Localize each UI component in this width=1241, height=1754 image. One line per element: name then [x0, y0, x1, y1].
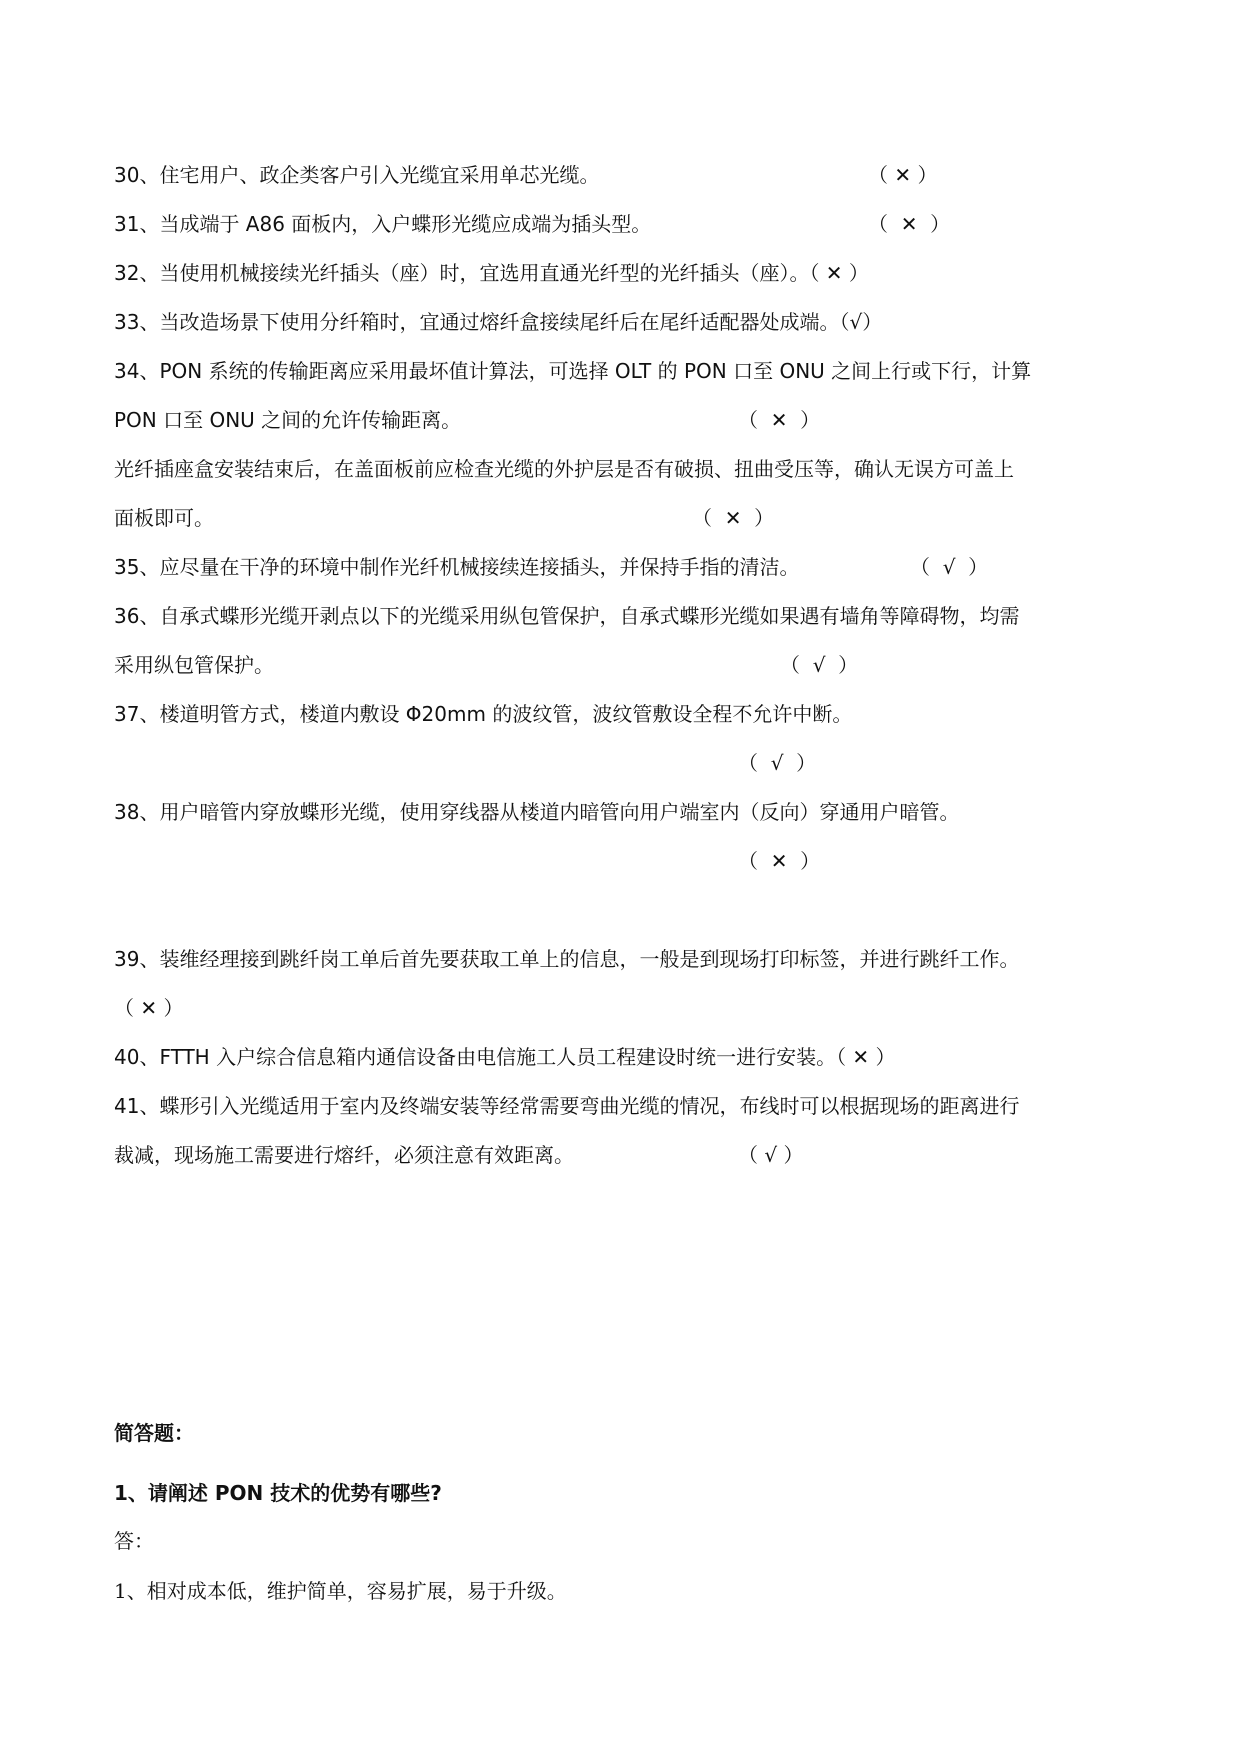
- item-38-answer: （ ✕ ）: [738, 849, 821, 873]
- item-36-line-2: 采用纵包管保护。: [114, 653, 274, 677]
- item-30-answer: （ ✕ ）: [868, 163, 938, 187]
- section-title: 简答题：: [114, 1421, 194, 1445]
- item-34-line-1: 34、PON 系统的传输距离应采用最坏值计算法，可选择 OLT 的 PON 口至 ONU 之间上行或下行，计算: [114, 359, 1032, 383]
- item-30: 30、住宅用户、政企类客户引入光缆宜采用单芯光缆。: [114, 163, 600, 187]
- item-39-answer: （ ✕ ）: [114, 996, 184, 1020]
- item-unnumbered-answer: （ ✕ ）: [692, 506, 775, 530]
- item-39-line-1: 39、装维经理接到跳纤岗工单后首先要获取工单上的信息，一般是到现场打印标签，并进行跳纤工作。: [114, 947, 1020, 971]
- item-32: 32、当使用机械接续光纤插头（座）时，宜选用直通光纤型的光纤插头（座）。（ ✕ ）: [114, 261, 869, 285]
- item-40: 40、FTTH 入户综合信息箱内通信设备由电信施工人员工程建设时统一进行安装。（ ✕ ）: [114, 1045, 896, 1069]
- item-34-answer: （ ✕ ）: [738, 408, 821, 432]
- item-33: 33、当改造场景下使用分纤箱时，宜通过熔纤盒接续尾纤后在尾纤适配器处成端。（√）: [114, 310, 883, 334]
- item-41-line-1: 41、蝶形引入光缆适用于室内及终端安装等经常需要弯曲光缆的情况，布线时可以根据现场的距离进行: [114, 1094, 1020, 1118]
- question-1: 1、请阐述 PON 技术的优势有哪些?: [114, 1481, 442, 1505]
- item-36-answer: （ √ ）: [780, 653, 859, 677]
- item-37: 37、楼道明管方式，楼道内敷设 Φ20mm 的波纹管，波纹管敷设全程不允许中断。: [114, 702, 853, 726]
- item-38: 38、用户暗管内穿放蝶形光缆，使用穿线器从楼道内暗管向用户端室内（反向）穿通用户暗管。: [114, 800, 960, 824]
- answer-label: 答：: [114, 1529, 154, 1553]
- item-31: 31、当成端于 A86 面板内，入户蝶形光缆应成端为插头型。: [114, 212, 652, 236]
- answer-point-1: 1、相对成本低，维护简单，容易扩展，易于升级。: [114, 1579, 567, 1603]
- item-41-answer: （ √ ）: [738, 1143, 804, 1167]
- item-31-answer: （ ✕ ）: [868, 212, 951, 236]
- item-37-answer: （ √ ）: [738, 751, 817, 775]
- item-35-answer: （ √ ）: [910, 555, 989, 579]
- item-unnumbered-line-2: 面板即可。: [114, 506, 214, 530]
- item-36-line-1: 36、自承式蝶形光缆开剥点以下的光缆采用纵包管保护，自承式蝶形光缆如果遇有墙角等障碍物，均需: [114, 604, 1020, 628]
- item-41-line-2: 裁减，现场施工需要进行熔纤，必须注意有效距离。: [114, 1143, 574, 1167]
- item-35: 35、应尽量在干净的环境中制作光纤机械接续连接插头，并保持手指的清洁。: [114, 555, 800, 579]
- item-unnumbered-line-1: 光纤插座盒安装结束后，在盖面板前应检查光缆的外护层是否有破损、扭曲受压等，确认无误方可盖上: [114, 457, 1014, 481]
- item-34-line-2: PON 口至 ONU 之间的允许传输距离。: [114, 408, 462, 432]
